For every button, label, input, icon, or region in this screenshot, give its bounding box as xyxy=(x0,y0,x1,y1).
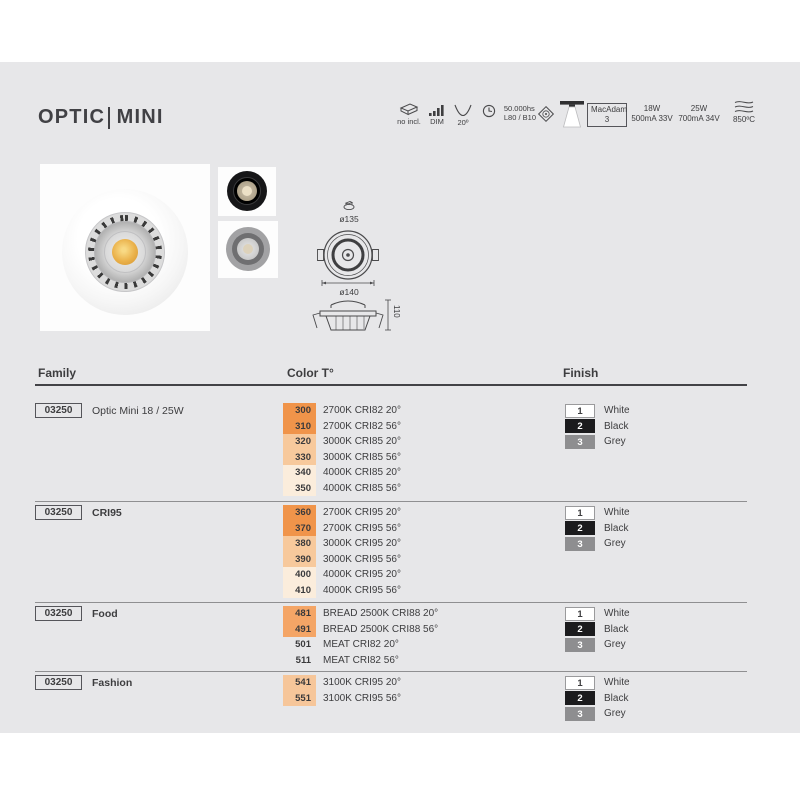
finish-list xyxy=(565,505,725,552)
color-row xyxy=(283,691,533,707)
finish-row xyxy=(565,675,725,691)
finish-label: White xyxy=(604,507,630,519)
spec-beam-angle-label: 20º xyxy=(457,118,469,127)
column-header-finish: Finish xyxy=(563,366,599,380)
spec-lifetime xyxy=(478,104,536,122)
title-right: MINI xyxy=(116,106,164,128)
dimension-drawing xyxy=(295,230,405,335)
spec-dimmable-label: DIM xyxy=(430,117,444,126)
color-row xyxy=(283,481,533,497)
color-code-chip: 501 xyxy=(295,639,311,650)
family-code: 03250 xyxy=(35,606,82,621)
finish-code-chip: 1 xyxy=(565,676,595,690)
finish-row xyxy=(565,536,725,552)
title-divider xyxy=(108,107,110,129)
color-row xyxy=(283,606,533,622)
color-row xyxy=(283,403,533,419)
color-label: 4000K CRI85 56° xyxy=(323,482,401,494)
color-code-chip: 320 xyxy=(283,434,316,450)
title-left: OPTIC xyxy=(38,106,106,128)
color-row xyxy=(283,450,533,466)
color-label: 4000K CRI95 56° xyxy=(323,584,401,596)
color-code-chip: 330 xyxy=(283,450,316,466)
family-name: Fashion xyxy=(92,676,133,689)
color-label: BREAD 2500K CRI88 56° xyxy=(323,623,439,635)
color-row xyxy=(283,434,533,450)
color-label: 3000K CRI95 56° xyxy=(323,553,401,565)
color-code-chip: 370 xyxy=(283,521,316,537)
color-label: 4000K CRI95 20° xyxy=(323,569,401,581)
color-code-chip: 340 xyxy=(283,465,316,481)
macadam-value: 3 xyxy=(604,115,610,124)
color-row xyxy=(283,675,533,691)
color-code-chip: 310 xyxy=(283,419,316,435)
column-header-family: Family xyxy=(38,366,77,380)
finish-code-chip: 3 xyxy=(565,537,595,551)
finish-label: Grey xyxy=(604,436,626,448)
certification-diamond-icon xyxy=(537,105,555,123)
finish-row xyxy=(565,691,725,707)
column-header-color: Color T° xyxy=(287,366,334,380)
finish-row xyxy=(565,505,725,521)
finish-code-chip: 2 xyxy=(565,419,595,433)
finish-label: Black xyxy=(604,522,629,534)
color-code-chip: 300 xyxy=(283,403,316,419)
finish-label: Black xyxy=(604,420,629,432)
power-25-watts: 25W xyxy=(690,104,708,113)
finish-code-chip: 3 xyxy=(565,707,595,721)
dimension-height-label: 110 xyxy=(392,305,401,318)
finish-row xyxy=(565,637,725,653)
finish-label: White xyxy=(604,677,630,689)
cutout-hole-icon xyxy=(340,199,358,213)
spec-temperature xyxy=(724,99,764,124)
color-label: MEAT CRI82 56° xyxy=(323,654,399,666)
color-code-chip: 511 xyxy=(295,654,311,666)
finish-code-chip: 3 xyxy=(565,435,595,449)
family-name: CRI95 xyxy=(92,506,122,519)
page-title xyxy=(38,106,164,129)
spec-certification xyxy=(536,105,556,124)
dimension-diameter-label: ø140 xyxy=(339,287,359,297)
color-code-chip: 350 xyxy=(283,481,316,497)
clock-icon xyxy=(482,104,496,118)
finish-code-chip: 3 xyxy=(565,638,595,652)
color-label: 4000K CRI85 20° xyxy=(323,467,401,479)
family-code: 03250 xyxy=(35,505,82,520)
finish-code-chip: 1 xyxy=(565,404,595,418)
color-code-chip: 380 xyxy=(283,536,316,552)
product-photo-black xyxy=(218,167,276,216)
finish-row xyxy=(565,521,725,537)
finish-label: Grey xyxy=(604,538,626,550)
color-row xyxy=(283,552,533,568)
finish-row xyxy=(565,434,725,450)
spec-beam-angle xyxy=(450,104,476,127)
color-row xyxy=(283,653,533,669)
spec-power-18w xyxy=(630,104,674,124)
color-label: 2700K CRI82 56° xyxy=(323,420,401,432)
macadam-badge xyxy=(587,103,627,127)
color-row xyxy=(283,505,533,521)
color-row xyxy=(283,583,533,599)
color-row xyxy=(283,536,533,552)
color-label: 2700K CRI95 20° xyxy=(323,507,401,519)
power-18-drive: 500mA 33V xyxy=(631,114,673,123)
spec-temperature-label: 850ºC xyxy=(732,115,756,124)
downlight-beam-icon xyxy=(559,101,585,128)
color-label: 3000K CRI85 20° xyxy=(323,436,401,448)
color-list-cri95 xyxy=(283,505,533,598)
family-code: 03250 xyxy=(35,403,82,418)
family-name: Optic Mini 18 / 25W xyxy=(92,404,184,417)
finish-list xyxy=(565,606,725,653)
color-label: MEAT CRI82 20° xyxy=(323,639,399,651)
finish-code-chip: 1 xyxy=(565,607,595,621)
product-photo-main xyxy=(40,164,210,331)
color-code-chip: 491 xyxy=(283,622,316,638)
color-label: 3100K CRI95 20° xyxy=(323,677,401,689)
dim-bars-icon xyxy=(428,104,446,116)
finish-label: Black xyxy=(604,692,629,704)
group-separator xyxy=(35,602,747,603)
finish-label: Black xyxy=(604,623,629,635)
heat-waves-icon xyxy=(732,99,756,114)
macadam-name: MacAdam xyxy=(591,105,628,114)
beam-angle-icon xyxy=(453,104,473,117)
color-row xyxy=(283,521,533,537)
color-list-food xyxy=(283,606,533,668)
finish-code-chip: 2 xyxy=(565,691,595,705)
finish-code-chip: 2 xyxy=(565,622,595,636)
finish-label: White xyxy=(604,405,630,417)
family-code: 03250 xyxy=(35,675,82,690)
finish-label: White xyxy=(604,608,630,620)
spec-power-25w xyxy=(676,104,722,124)
color-code-chip: 541 xyxy=(283,675,316,691)
spec-recessed-light xyxy=(558,101,586,129)
color-label: 3100K CRI95 56° xyxy=(323,692,401,704)
dimension-cutout-label: ø135 xyxy=(339,214,359,224)
header-rule xyxy=(35,384,747,386)
spec-lifetime-hours: 50.000hs xyxy=(503,104,535,113)
color-list-optic-mini xyxy=(283,403,533,496)
color-code-chip: 481 xyxy=(283,606,316,622)
product-photo-grey xyxy=(218,221,278,278)
color-row xyxy=(283,419,533,435)
finish-row xyxy=(565,419,725,435)
color-label: 3000K CRI95 20° xyxy=(323,538,401,550)
color-code-chip: 360 xyxy=(283,505,316,521)
color-row xyxy=(283,567,533,583)
spec-accessories-label: no incl. xyxy=(397,117,421,126)
finish-row xyxy=(565,403,725,419)
finish-row xyxy=(565,706,725,722)
power-25-drive: 700mA 34V xyxy=(678,114,720,123)
color-code-chip: 400 xyxy=(283,567,316,583)
finish-list xyxy=(565,403,725,450)
group-separator xyxy=(35,501,747,502)
color-list-fashion xyxy=(283,675,533,706)
color-row xyxy=(283,622,533,638)
finish-label: Grey xyxy=(604,708,626,720)
finish-label: Grey xyxy=(604,639,626,651)
color-label: BREAD 2500K CRI88 20° xyxy=(323,608,439,620)
power-18-watts: 18W xyxy=(643,104,661,113)
family-food xyxy=(35,606,118,621)
family-optic-mini xyxy=(35,403,184,418)
family-name: Food xyxy=(92,607,118,620)
fixture-led-chip xyxy=(112,239,138,265)
color-row xyxy=(283,465,533,481)
group-separator xyxy=(35,671,747,672)
color-code-chip: 390 xyxy=(283,552,316,568)
color-code-chip: 410 xyxy=(283,583,316,599)
color-label: 2700K CRI95 56° xyxy=(323,522,401,534)
color-label: 2700K CRI82 20° xyxy=(323,405,401,417)
color-code-chip: 551 xyxy=(283,691,316,707)
finish-list xyxy=(565,675,725,722)
spec-lifetime-rating: L80 / B10 xyxy=(503,113,536,122)
grey-fixture-led xyxy=(243,244,253,254)
family-cri95 xyxy=(35,505,122,520)
finish-row xyxy=(565,606,725,622)
finish-code-chip: 2 xyxy=(565,521,595,535)
black-fixture-led xyxy=(242,186,252,196)
finish-row xyxy=(565,622,725,638)
color-row xyxy=(283,637,533,653)
family-fashion xyxy=(35,675,132,690)
spec-dimmable xyxy=(423,104,451,126)
finish-code-chip: 1 xyxy=(565,506,595,520)
driver-box-icon xyxy=(398,102,420,116)
color-label: 3000K CRI85 56° xyxy=(323,451,401,463)
